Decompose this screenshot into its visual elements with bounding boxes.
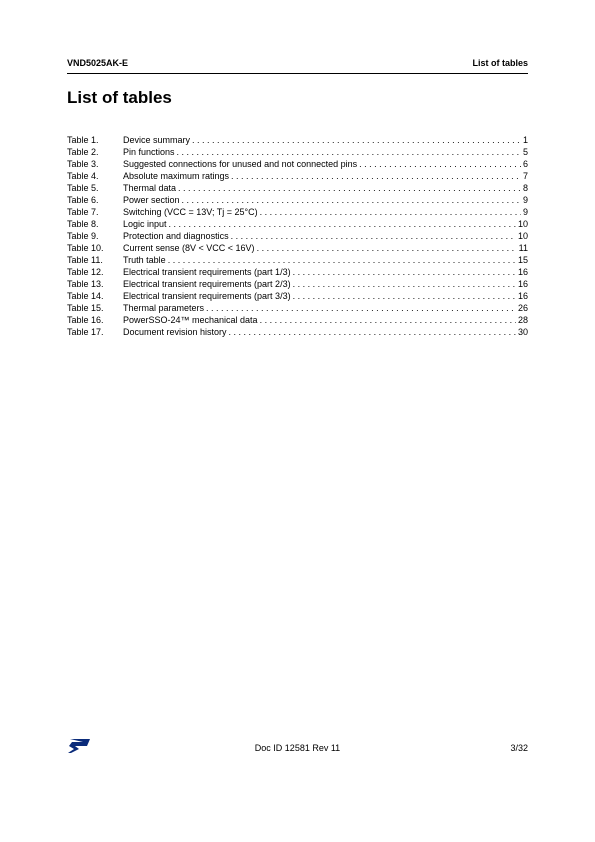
toc-row[interactable] xyxy=(67,146,528,158)
table-title[interactable]: Thermal parameters xyxy=(123,303,205,313)
table-number: Table 7. xyxy=(67,207,99,217)
table-list xyxy=(67,134,528,338)
document-code: VND5025AK-E xyxy=(67,58,129,68)
dot-leader xyxy=(169,218,516,230)
page-ref[interactable]: 9 xyxy=(522,207,528,217)
dot-leader xyxy=(231,230,516,242)
page-ref[interactable]: 1 xyxy=(522,135,528,145)
toc-entry xyxy=(123,230,528,242)
page-ref[interactable]: 10 xyxy=(517,231,528,241)
table-number: Table 8. xyxy=(67,219,99,229)
toc-entry xyxy=(123,206,528,218)
table-title[interactable]: Current sense (8V < VCC < 16V) xyxy=(123,243,255,253)
toc-entry xyxy=(123,218,528,230)
page-ref[interactable]: 30 xyxy=(517,327,528,337)
table-number: Table 10. xyxy=(67,243,104,253)
table-number: Table 14. xyxy=(67,291,104,301)
table-title[interactable]: Pin functions xyxy=(123,147,175,157)
table-title[interactable]: Document revision history xyxy=(123,327,227,337)
dot-leader xyxy=(192,134,521,146)
table-number: Table 12. xyxy=(67,267,104,277)
toc-row[interactable] xyxy=(67,158,528,170)
page-number: 3/32 xyxy=(510,743,528,753)
dot-leader xyxy=(229,326,516,338)
dot-leader xyxy=(206,302,516,314)
table-number: Table 15. xyxy=(67,303,104,313)
toc-entry xyxy=(123,158,528,170)
toc-entry xyxy=(123,278,528,290)
dot-leader xyxy=(359,158,521,170)
dot-leader xyxy=(182,194,521,206)
table-number: Table 5. xyxy=(67,183,99,193)
toc-entry xyxy=(123,134,528,146)
toc-row[interactable] xyxy=(67,194,528,206)
table-number: Table 11. xyxy=(67,255,103,265)
toc-row[interactable] xyxy=(67,314,528,326)
toc-row[interactable] xyxy=(67,278,528,290)
table-title[interactable]: Protection and diagnostics xyxy=(123,231,229,241)
table-title[interactable]: Truth table xyxy=(123,255,166,265)
toc-entry xyxy=(123,170,528,182)
table-number: Table 3. xyxy=(67,159,99,169)
dot-leader xyxy=(168,254,516,266)
table-number: Table 16. xyxy=(67,315,104,325)
toc-row[interactable] xyxy=(67,218,528,230)
toc-entry xyxy=(123,302,528,314)
toc-entry xyxy=(123,254,528,266)
dot-leader xyxy=(177,146,521,158)
toc-entry xyxy=(123,314,528,326)
table-title[interactable]: Device summary xyxy=(123,135,191,145)
toc-entry xyxy=(123,242,528,254)
toc-entry xyxy=(123,194,528,206)
toc-row[interactable] xyxy=(67,242,528,254)
page-ref[interactable]: 10 xyxy=(517,219,528,229)
section-title: List of tables xyxy=(472,58,528,68)
toc-row[interactable] xyxy=(67,266,528,278)
page-ref[interactable]: 16 xyxy=(517,267,528,277)
document-id: Doc ID 12581 Rev 11 xyxy=(254,743,341,753)
page-ref[interactable]: 7 xyxy=(522,171,528,181)
page-ref[interactable]: 5 xyxy=(522,147,528,157)
table-title[interactable]: PowerSSO-24™ mechanical data xyxy=(123,315,258,325)
page-ref[interactable]: 26 xyxy=(517,303,528,313)
table-number: Table 6. xyxy=(67,195,99,205)
page-footer xyxy=(67,738,528,758)
toc-entry xyxy=(123,290,528,302)
dot-leader xyxy=(293,290,516,302)
table-title[interactable]: Absolute maximum ratings xyxy=(123,171,230,181)
dot-leader xyxy=(260,314,516,326)
toc-row[interactable] xyxy=(67,170,528,182)
page-ref[interactable]: 28 xyxy=(517,315,528,325)
page-ref[interactable]: 6 xyxy=(522,159,528,169)
table-number: Table 13. xyxy=(67,279,104,289)
toc-row[interactable] xyxy=(67,326,528,338)
page-title: List of tables xyxy=(67,88,172,107)
table-title[interactable]: Electrical transient requirements (part 2/3) xyxy=(123,279,291,289)
toc-entry xyxy=(123,146,528,158)
table-title[interactable]: Thermal data xyxy=(123,183,177,193)
toc-entry xyxy=(123,326,528,338)
page-ref[interactable]: 15 xyxy=(517,255,528,265)
table-number: Table 1. xyxy=(67,135,99,145)
table-title[interactable]: Switching (VCC = 13V; Tj = 25°C) xyxy=(123,207,258,217)
dot-leader xyxy=(257,242,517,254)
toc-row[interactable] xyxy=(67,290,528,302)
table-number: Table 9. xyxy=(67,231,99,241)
toc-row[interactable] xyxy=(67,134,528,146)
toc-row[interactable] xyxy=(67,302,528,314)
table-title[interactable]: Power section xyxy=(123,195,180,205)
table-number: Table 17. xyxy=(67,327,104,337)
table-title[interactable]: Electrical transient requirements (part 3/3) xyxy=(123,291,291,301)
table-number: Table 4. xyxy=(67,171,99,181)
toc-entry xyxy=(123,182,528,194)
dot-leader xyxy=(231,170,521,182)
table-title[interactable]: Logic input xyxy=(123,219,167,229)
page-ref[interactable]: 8 xyxy=(522,183,528,193)
page-header xyxy=(67,57,528,74)
page-ref[interactable]: 11 xyxy=(518,243,528,253)
table-number: Table 2. xyxy=(67,147,99,157)
page-ref[interactable]: 16 xyxy=(517,291,528,301)
dot-leader xyxy=(260,206,521,218)
page-ref[interactable]: 9 xyxy=(522,195,528,205)
dot-leader xyxy=(178,182,521,194)
page-ref[interactable]: 16 xyxy=(517,279,528,289)
toc-row[interactable] xyxy=(67,182,528,194)
toc-row[interactable] xyxy=(67,230,528,242)
toc-row[interactable] xyxy=(67,206,528,218)
dot-leader xyxy=(293,266,516,278)
toc-entry xyxy=(123,266,528,278)
toc-row[interactable] xyxy=(67,254,528,266)
dot-leader xyxy=(293,278,516,290)
table-title[interactable]: Suggested connections for unused and not connected pins xyxy=(123,159,358,169)
table-title[interactable]: Electrical transient requirements (part 1/3) xyxy=(123,267,291,277)
